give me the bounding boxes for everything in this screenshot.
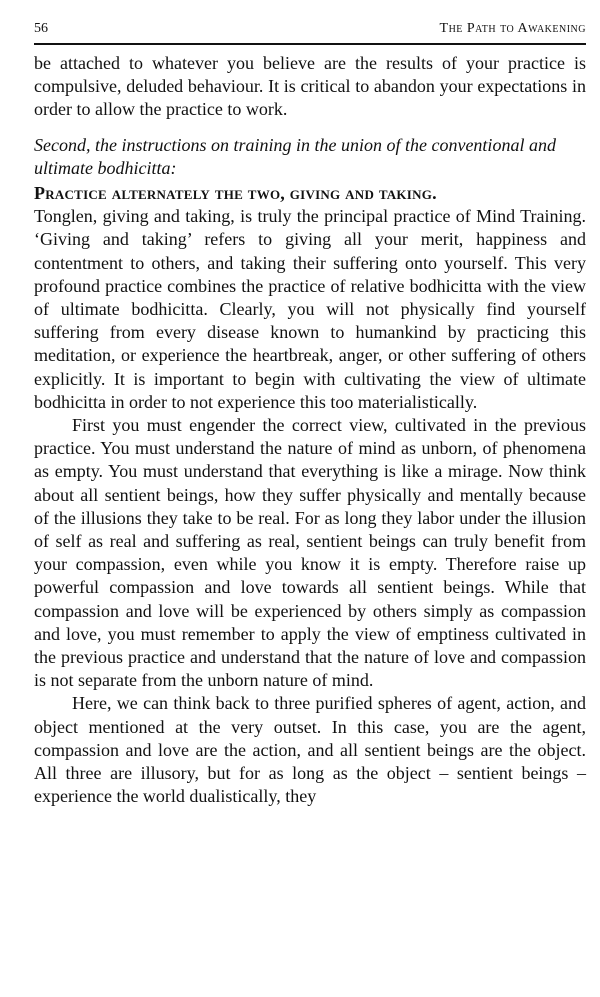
- paragraph-tonglen: Tonglen, giving and taking, is truly the principal practice of Mind Training. ‘Giving and taking’ refers to giving all your merit, happiness and contentment to others, and taking their suffering onto yourself. This very profound practice combines the practice of relative bodhicitta with the view of ultimate bodhicitta. Clearly, you will not physically find yourself suffering from every disease known to humankind by practicing this meditation, or experience the heartbreak, anger, or other suffering of others explicitly. It is important to begin with cultivating the view of ultimate bodhicitta in order to not experience this too materialistically.: [34, 206, 586, 412]
- paragraph-correct-view: First you must engender the correct view, cultivated in the previous practice. You must understand the nature of mind as unborn, of phenomena as empty. You must understand that everything is like a mirage. Now think about all sentient beings, how they suffer physically and mentally because of the illusions they take to be real. For as long they labor under the illusion of self as real and suffering as real, sentient beings can truly benefit from your compassion, even while you know it is empty. Therefore raise up powerful compassion and love towards all sentient beings. While that compassion and love will be experienced by others simply as compassion and love, you must remember to apply the view of emptiness cultivated in the previous practice and understand that the nature of love and compassion is not separate from the unborn nature of mind.: [34, 415, 586, 691]
- page-number: 56: [34, 21, 48, 36]
- paragraph-continued: be attached to whatever you believe are the results of your practice is compulsive, deluded behaviour. It is critical to abandon your expectations in order to allow the practice to work.: [34, 53, 586, 120]
- italic-heading: Second, the instructions on training in the union of the conventional and ultimate bodhicitta:: [34, 134, 556, 178]
- section-heading: Practice alternately the two, giving and taking.: [34, 183, 437, 204]
- running-title: The Path to Awakening: [439, 21, 586, 36]
- body-text: [34, 52, 586, 809]
- header-rule: [34, 43, 586, 45]
- paragraph-three-spheres: Here, we can think back to three purified spheres of agent, action, and object mentioned at the very outset. In this case, you are the agent, compassion and love are the action, and all sentient beings are the object. All three are illusory, but for as long as the object – sentient beings – experience the world dualistically, they: [34, 693, 586, 807]
- running-head: [34, 16, 586, 42]
